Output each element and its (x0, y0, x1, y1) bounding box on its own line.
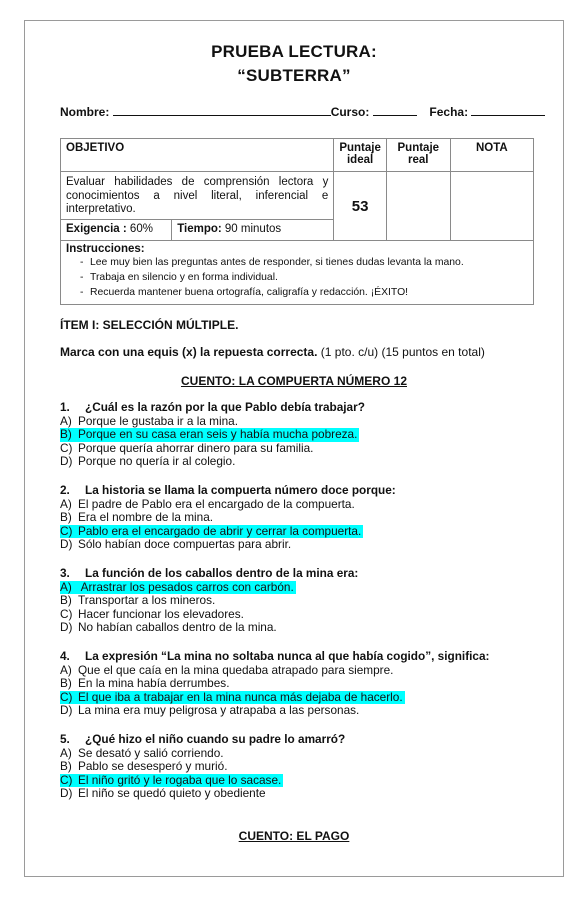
instruction-item: - Trabaja en silencio y en forma individual. (80, 271, 528, 286)
answer-option-c[interactable] (60, 691, 405, 705)
story2-title: CUENTO: EL PAGO (238, 829, 350, 843)
item1-instruction-bold: Marca con una equis (x) la repuesta correcta. (60, 345, 318, 359)
instruction-item: - Lee muy bien las preguntas antes de responder, si tienes dudas levanta la mano. (80, 256, 528, 271)
answer-option-a[interactable] (60, 664, 540, 678)
option-letter: D) (60, 620, 73, 635)
option-letter: B) (60, 427, 72, 442)
question-text (60, 484, 540, 498)
question-text (60, 567, 540, 581)
answer-option-c[interactable] (60, 442, 540, 456)
question-text (60, 733, 540, 747)
option-text: Arrastrar los pesados carros con carbón. (78, 579, 294, 594)
exam-title: PRUEBA LECTURA: (211, 42, 377, 61)
option-text: El niño se quedó quieto y obediente (78, 786, 266, 801)
option-letter: B) (60, 593, 72, 608)
option-text: El que iba a trabajar en la mina nunca más dejaba de hacerlo. (78, 689, 403, 704)
exigencia-label: Exigencia : (66, 223, 127, 235)
option-letter: A) (60, 662, 72, 677)
story1-title: CUENTO: LA COMPUERTA NÚMERO 12 (180, 374, 407, 388)
item1-instruction (60, 345, 485, 359)
item1-title: ÍTEM I: SELECCIÓN MÚLTIPLE. (60, 318, 239, 332)
answer-option-b[interactable] (60, 677, 540, 691)
answer-option-b[interactable] (60, 428, 359, 442)
question-number: 1. (60, 400, 70, 414)
option-letter: D) (60, 703, 73, 718)
nota-cell[interactable] (450, 172, 533, 241)
option-letter: C) (60, 772, 73, 787)
option-letter: D) (60, 454, 73, 469)
exigencia-cell (61, 220, 172, 241)
question-number: 4. (60, 649, 70, 663)
option-letter: B) (60, 676, 72, 691)
option-letter: B) (60, 759, 72, 774)
question-label: La función de los caballos dentro de la mina era: (85, 566, 359, 580)
answer-option-a[interactable] (60, 415, 540, 429)
instrucciones-list (66, 256, 528, 300)
answer-option-a[interactable] (60, 498, 540, 512)
tiempo-label: Tiempo: (177, 223, 222, 235)
question-text (60, 401, 540, 415)
answer-option-a[interactable] (60, 581, 296, 595)
option-text: Porque quería ahorrar dinero para su familia. (78, 440, 314, 455)
option-letter: A) (60, 496, 72, 511)
question-text (60, 650, 540, 664)
question-number: 2. (60, 483, 70, 497)
option-text: Porque le gustaba ir a la mina. (78, 413, 239, 428)
option-text: Que el que caía en la mina quedaba atrapado para siempre. (78, 662, 394, 677)
option-letter: C) (60, 689, 73, 704)
instrucciones-cell (61, 241, 534, 305)
option-letter: A) (60, 745, 72, 760)
answer-option-d[interactable] (60, 538, 540, 552)
option-letter: A) (60, 413, 72, 428)
curso-field[interactable] (373, 104, 417, 116)
question-4 (60, 650, 540, 718)
answer-option-b[interactable] (60, 760, 540, 774)
question-5 (60, 733, 540, 801)
option-text: El padre de Pablo era el encargado de la compuerta. (78, 496, 355, 511)
question-number: 3. (60, 566, 70, 580)
puntaje-ideal-value: 53 (334, 172, 387, 241)
option-text: No habían caballos dentro de la mina. (78, 620, 277, 635)
option-text: Transportar a los mineros. (78, 593, 216, 608)
student-info-line (60, 104, 540, 119)
question-label: La historia se llama la compuerta número doce porque: (85, 483, 396, 497)
option-text: Pablo se desesperó y murió. (78, 759, 228, 774)
answer-option-c[interactable] (60, 608, 540, 622)
question-1 (60, 401, 540, 469)
option-text: Se desató y salió corriendo. (78, 745, 224, 760)
option-letter: C) (60, 523, 73, 538)
nombre-label: Nombre: (60, 105, 110, 119)
answer-option-b[interactable] (60, 511, 540, 525)
option-text: Hacer funcionar los elevadores. (78, 606, 244, 621)
objetivo-header: OBJETIVO (61, 139, 334, 172)
answer-option-b[interactable] (60, 594, 540, 608)
curso-label: Curso: (330, 105, 370, 119)
option-text: Sólo habían doce compuertas para abrir. (78, 537, 292, 552)
option-text: Porque no quería ir al colegio. (78, 454, 236, 469)
nota-header: NOTA (450, 139, 533, 172)
answer-option-c[interactable] (60, 525, 363, 539)
option-text: La mina era muy peligrosa y atrapaba a las personas. (78, 703, 360, 718)
option-letter: D) (60, 537, 73, 552)
nombre-field[interactable] (113, 104, 331, 116)
answer-option-c[interactable] (60, 774, 283, 788)
instruction-item: - Recuerda mantener buena ortografía, caligrafía y redacción. ¡ÉXITO! (80, 286, 528, 301)
answer-option-d[interactable] (60, 704, 540, 718)
answer-option-a[interactable] (60, 747, 540, 761)
answer-option-d[interactable] (60, 621, 540, 635)
item1-instruction-points: (1 pto. c/u) (15 puntos en total) (317, 345, 485, 359)
option-text: Porque en su casa eran seis y había mucha pobreza. (78, 427, 358, 442)
fecha-label: Fecha: (429, 105, 469, 119)
instrucciones-label: Instrucciones: (66, 243, 145, 255)
puntaje-real-cell[interactable] (386, 172, 450, 241)
exam-subtitle: “SUBTERRA” (237, 66, 351, 85)
option-letter: C) (60, 440, 73, 455)
option-letter: A) (60, 579, 72, 594)
option-letter: C) (60, 606, 73, 621)
question-number: 5. (60, 732, 70, 746)
question-2 (60, 484, 540, 552)
option-letter: D) (60, 786, 73, 801)
question-label: La expresión “La mina no soltaba nunca al que había cogido”, significa: (85, 649, 490, 663)
puntaje-ideal-header: Puntaje ideal (334, 139, 387, 172)
option-text: Era el nombre de la mina. (78, 510, 214, 525)
tiempo-cell (172, 220, 334, 241)
answer-option-d[interactable] (60, 455, 540, 469)
question-label: ¿Cuál es la razón por la que Pablo debía trabajar? (85, 400, 365, 414)
option-letter: B) (60, 510, 72, 525)
question-3 (60, 567, 540, 635)
tiempo-value: 90 minutos (224, 223, 282, 235)
exigencia-value: 60% (129, 223, 153, 235)
objective-text: Evaluar habilidades de comprensión lectora y conocimientos a nivel literal, inferencial e interpretativo. (61, 172, 334, 220)
answer-option-d[interactable] (60, 787, 540, 801)
fecha-field[interactable] (471, 104, 545, 116)
objectives-table (60, 138, 534, 305)
option-text: El niño gritó y le rogaba que lo sacase. (78, 772, 282, 787)
question-label: ¿Qué hizo el niño cuando su padre lo amarró? (85, 732, 346, 746)
option-text: En la mina había derrumbes. (78, 676, 230, 691)
option-text: Pablo era el encargado de abrir y cerrar la compuerta. (78, 523, 362, 538)
puntaje-real-header: Puntaje real (386, 139, 450, 172)
